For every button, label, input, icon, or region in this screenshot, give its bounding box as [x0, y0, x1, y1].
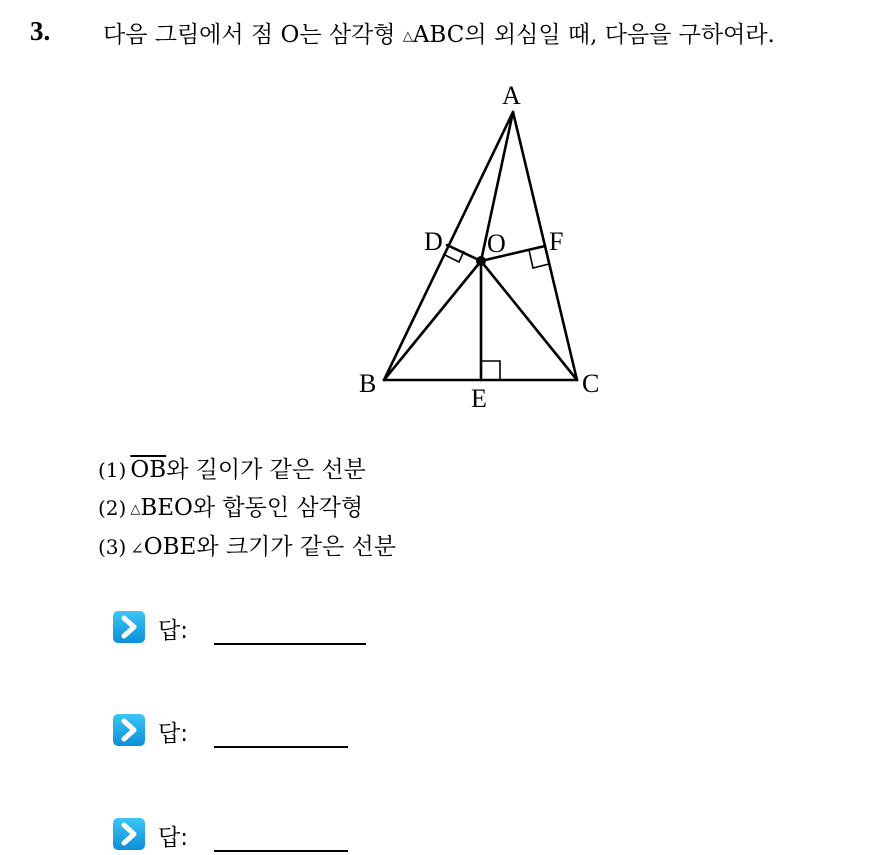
answer-blank-1[interactable]	[214, 643, 366, 645]
point-label-d: D	[424, 227, 443, 256]
point-label-c: C	[582, 369, 600, 398]
circumcenter-dot	[476, 256, 486, 266]
point-label-e: E	[471, 384, 487, 413]
chevron-right-icon	[112, 610, 146, 644]
question-number: 3.	[30, 16, 51, 46]
subquestion-1	[98, 451, 366, 484]
right-angle-mark-e	[481, 361, 500, 380]
answer-label-2: 답:	[158, 721, 188, 747]
triangle-symbol: △	[402, 29, 413, 44]
subquestion-3-symbol: ∠	[130, 539, 144, 558]
answer-label-1: 답:	[158, 618, 188, 644]
subquestion-1-number: (1)	[98, 458, 127, 482]
point-label-o: O	[487, 229, 506, 258]
subquestion-3	[98, 528, 396, 561]
point-label-a: A	[502, 81, 521, 110]
question-text-before: 다음 그림에서 점 O는 삼각형	[103, 22, 403, 48]
subquestion-2-text: 와 합동인 삼각형	[192, 495, 364, 521]
chevron-right-icon	[112, 713, 146, 747]
subquestion-1-text: 와 길이가 같은 선분	[166, 457, 366, 483]
triangle-name: ABC	[412, 22, 465, 48]
answer-blank-2[interactable]	[214, 746, 348, 748]
subquestion-3-number: (3)	[98, 535, 127, 559]
subquestion-2-symbol: △	[130, 502, 141, 517]
subquestion-2-number: (2)	[98, 496, 127, 520]
chevron-right-icon	[112, 817, 146, 851]
subquestion-3-text: 와 크기가 같은 선분	[196, 534, 396, 560]
subquestion-2	[98, 489, 363, 522]
subquestion-2-math: BEO	[140, 495, 193, 521]
point-label-b: B	[359, 369, 377, 398]
subquestion-3-math: OBE	[143, 534, 197, 560]
answer-label-3: 답:	[158, 825, 188, 851]
point-label-f: F	[549, 227, 564, 256]
question-text-after: 의 외심일 때, 다음을 구하여라.	[464, 22, 775, 48]
subquestion-1-math: $\overline{OB}$	[130, 457, 167, 483]
answer-blank-3[interactable]	[214, 850, 348, 852]
